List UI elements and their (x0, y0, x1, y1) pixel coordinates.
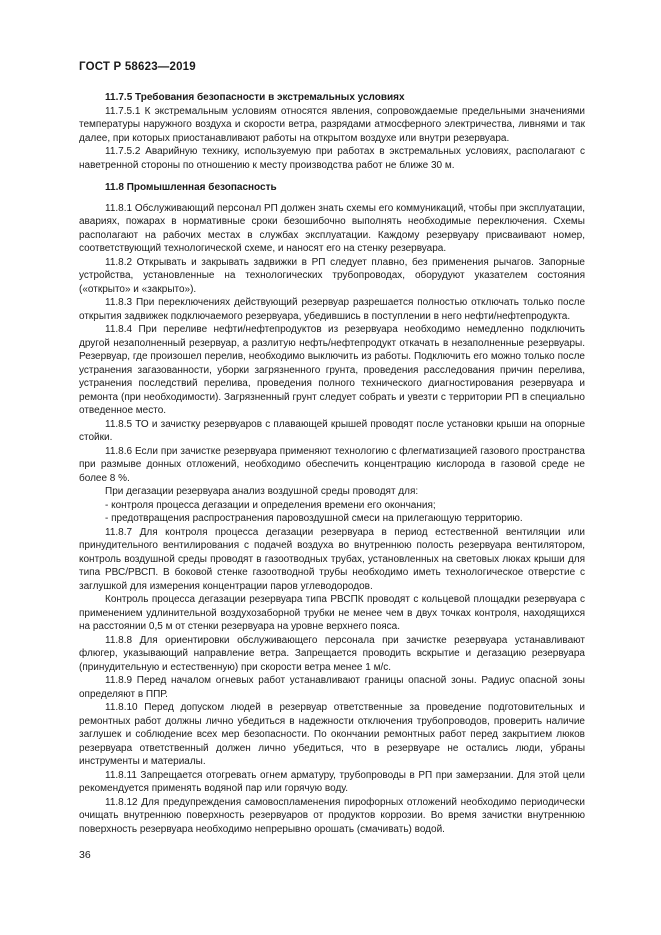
paragraph: 11.8.8 Для ориентировки обслуживающего персонала при зачистке резервуара устанавливают флюгер, указывающий направление ветра. Запрещается проводить вскрытие и дегазацию резервуара (принудительную и естественную) при скорости ветра менее 1 м/с. (79, 634, 585, 673)
list-item: - контроля процесса дегазации и определения времени его окончания; (105, 499, 436, 511)
paragraph: 11.7.5.1 К экстремальным условиям относятся явления, сопровождаемые предельными значениями температуры наружного воздуха и скорости ветра, разрядами атмосферного электричества, ливнями и так далее, при которых приостанавливают работы на открытом воздухе или внутри резервуара. (79, 105, 585, 144)
paragraph: 11.8.11 Запрещается отогревать огнем арматуру, трубопроводы в РП при замерзании. Для этой цели рекомендуется применять водяной пар или горячую воду. (79, 769, 585, 794)
paragraph: 11.8.6 Если при зачистке резервуара применяют технологию с флегматизацией газового пространства при размыве донных отложений, необходимо обеспечить концентрацию кислорода в газовой среде не более 8 %. (79, 445, 585, 484)
paragraph: При дегазации резервуара анализ воздушной среды проводят для: (105, 486, 419, 497)
document-header: ГОСТ Р 58623—2019 (79, 61, 196, 73)
paragraph: Контроль процесса дегазации резервуара типа РВСПК проводят с кольцевой площадки резервуара с применением удлинительной воздухозаборной трубки не менее чем в двух точках контроля, находящихся на расстоянии 0,5 м от стенки резервуара на уровне верхнего пояса. (79, 594, 585, 632)
list-item: - предотвращения распространения паровоздушной смеси на прилегающую территорию. (105, 513, 523, 524)
section-heading: 11.8 Промышленная безопасность (105, 182, 277, 193)
paragraph: 11.8.7 Для контроля процесса дегазации резервуара в период естественной вентиляции или принудительного вентилирования с подачей воздуха во внутреннюю полость резервуара вентилятором, контроль воздушной среды проводят в газоотводных трубах, установленных на световых люках крыши для типа РВС/РВСП. В боковой стенке газоотводной трубы необходимо иметь технологическое отверстие с заглушкой для измерения концентрации паров углеводородов. (79, 526, 585, 592)
paragraph: 11.8.10 Перед допуском людей в резервуар ответственные за проведение подготовительных и ремонтных работ должны лично убедиться в надежности отключения трубопроводов, проверить наличие заглушек и соблюдение всех мер безопасности. По окончании ремонтных работ перед закрытием люков резервуара ответственный должен лично убедиться, что в резервуаре не остались люди, убраны инструменты и материалы. (79, 702, 585, 767)
paragraph: 11.8.3 При переключениях действующий резервуар разрешается полностью отключать только после открытия задвижек подключаемого резервуара, убедившись в поступлении в него нефти/нефтепродукта. (79, 297, 585, 322)
paragraph: 11.8.1 Обслуживающий персонал РП должен знать схемы его коммуникаций, чтобы при эксплуатации, авариях, пожарах в нормативные сроки безошибочно выполнять необходимые переключения. Схемы располагают на рабочих местах в службах эксплуатации. Каждому резервуару присваивают номер, соответствующий технологической схеме, и наносят его на стенку резервуара. (79, 202, 585, 254)
paragraph: 11.8.5 ТО и зачистку резервуаров с плавающей крышей проводят после установки крыши на опорные стойки. (79, 418, 585, 443)
paragraph: 11.8.2 Открывать и закрывать задвижки в РП следует плавно, без применения рычагов. Запорные устройства, установленные на технологических трубопроводах, оборудуют указателем состояния («открыто» и «закрыто»). (79, 256, 585, 295)
document-body (79, 89, 585, 836)
paragraph: 11.8.9 Перед началом огневых работ устанавливают границы опасной зоны. Радиус опасной зоны определяют в ППР. (79, 675, 585, 700)
page-number: 36 (79, 849, 91, 861)
paragraph: 11.8.4 При переливе нефти/нефтепродуктов из резервуара необходимо немедленно подключить другой незаполненный резервуар, а разлитую нефть/нефтепродукт откачать в незаполненные резервуары. Резервуар, где произошел перелив, необходимо выключить из работы. Подключить его можно только после устранения загазованности, уборки загрязненного грунта, проведения расследования причин перелива, устранения последствий перелива, проведения полного технического диагностирования резервуара и ремонта (при необходимости). Загрязненный грунт следует собрать и увезти с территории РП в специально отведенное место. (79, 324, 585, 416)
paragraph: 11.7.5.2 Аварийную технику, используемую при работах в экстремальных условиях, располагают с наветренной стороны по отношению к месту производства работ не ближе 30 м. (79, 146, 585, 171)
paragraph: 11.8.12 Для предупреждения самовоспламенения пирофорных отложений необходимо периодически очищать внутреннюю поверхность резервуаров от продуктов коррозии. Во время зачистки внутреннюю поверхность резервуара необходимо непрерывно орошать (смачивать) водой. (79, 796, 585, 835)
subsection-heading: 11.7.5 Требования безопасности в экстремальных условиях (105, 92, 405, 103)
